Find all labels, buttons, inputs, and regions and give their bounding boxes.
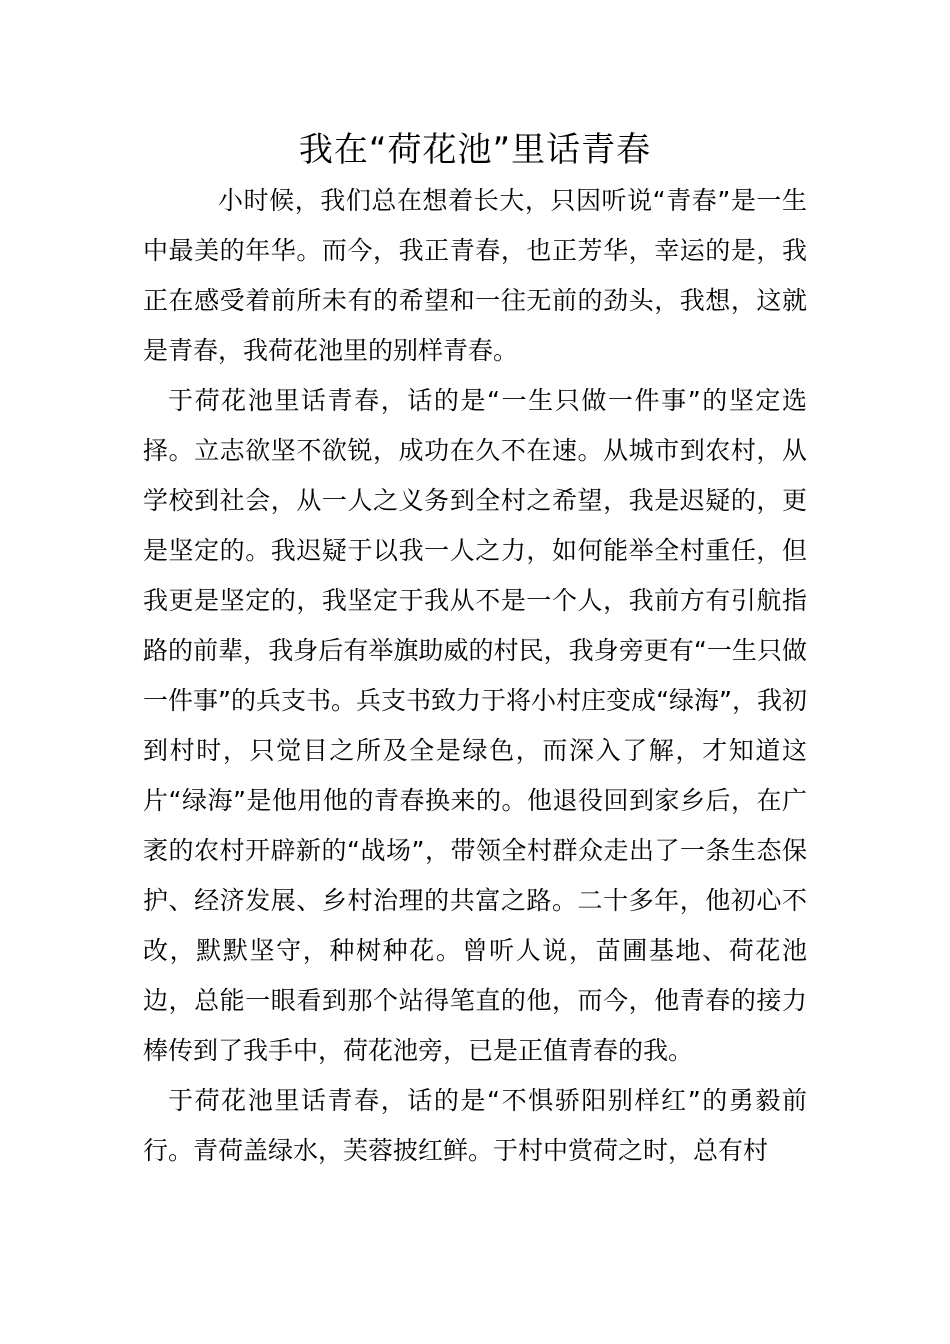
paragraph-1: 小时候，我们总在想着长大，只因听说“青春”是一生中最美的年华。而今，我正青春，也正芳华，幸运的是，我正在感受着前所未有的希望和一往无前的劲头，我想，这就是青春，我荷花池里的别样青春。 <box>143 186 807 365</box>
paragraph-3: 于荷花池里话青春，话的是“不惧骄阳别样红”的勇毅前行。青荷盖绿水，芙蓉披红鲜。于村中赏荷之时，总有村 <box>143 1086 807 1165</box>
document-title: 我在“荷花池”里话青春 <box>298 130 652 170</box>
document-body <box>143 176 807 1176</box>
paragraph-2: 于荷花池里话青春，话的是“一生只做一件事”的坚定选择。立志欲坚不欲锐，成功在久不在速。从城市到农村，从学校到社会，从一人之义务到全村之希望，我是迟疑的，更是坚定的。我迟疑于以我一人之力，如何能举全村重任，但我更是坚定的，我坚定于我从不是一个人，我前方有引航指路的前辈，我身后有举旗助威的村民，我身旁更有“一生只做一件事”的兵支书。兵支书致力于将小村庄变成“绿海”，我初到村时，只觉目之所及全是绿色，而深入了解，才知道这片“绿海”是他用他的青春换来的。他退役回到家乡后，在广袤的农村开辟新的“战场”，带领全村群众走出了一条生态保护、经济发展、乡村治理的共富之路。二十多年，他初心不改，默默坚守，种树种花。曾听人说，苗圃基地、荷花池边，总能一眼看到那个站得笔直的他，而今，他青春的接力棒传到了我手中，荷花池旁，已是正值青春的我。 <box>143 386 807 1065</box>
